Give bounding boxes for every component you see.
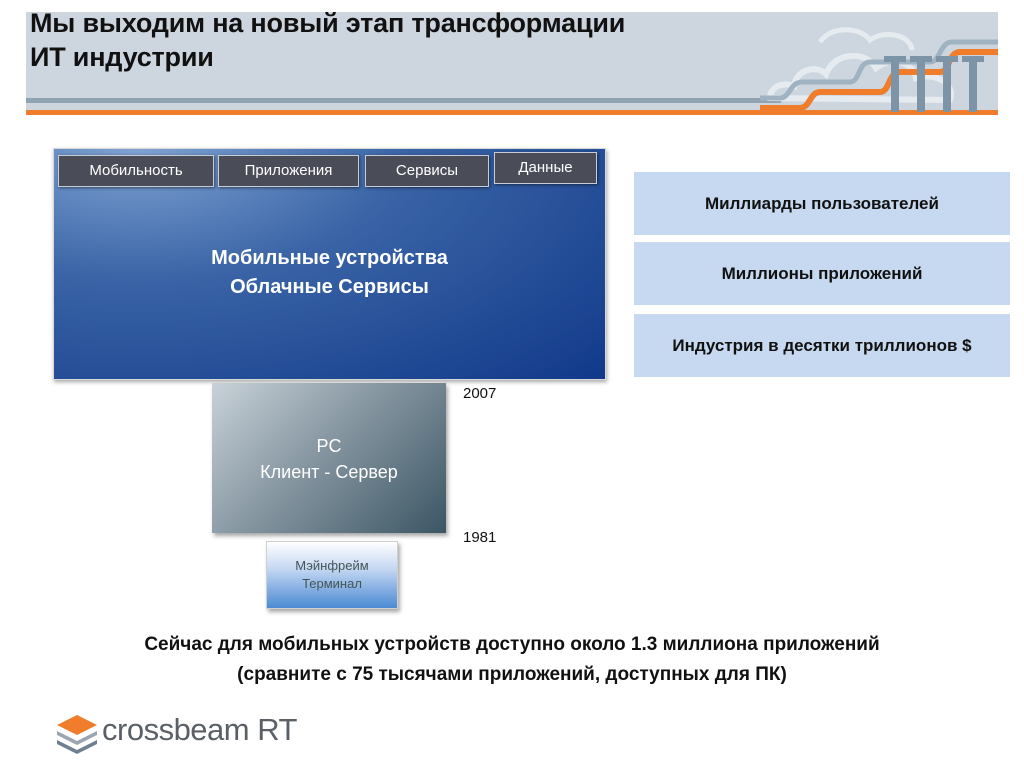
client-server-text: Клиент - Сервер	[260, 462, 398, 482]
crossbeam-logo-icon	[55, 713, 99, 755]
summary-line2: (сравните с 75 тысячами приложений, доступных для ПК)	[237, 664, 787, 685]
cloud-services-text: Облачные Сервисы	[230, 276, 429, 298]
summary-statement	[0, 630, 1024, 690]
tag-mobility: Мобильность	[58, 155, 214, 187]
stat-industry-trillions: Индустрия в десятки триллионов $	[634, 314, 1010, 377]
pc-text: PC	[316, 436, 342, 456]
logo-wordmark: crossbeam RT	[102, 712, 297, 747]
pc-label	[212, 433, 446, 485]
page-title	[30, 6, 625, 74]
year-1981: 1981	[463, 529, 497, 546]
cloud-network-illustration	[760, 12, 998, 115]
terminal-text: Терминал	[302, 576, 362, 591]
mainframe-label	[267, 557, 397, 593]
header-divider-blue	[26, 98, 781, 103]
page-title-line2: ИТ индустрии	[30, 42, 214, 72]
mainframe-text: Мэйнфрейм	[295, 558, 369, 573]
tag-data: Данные	[494, 152, 597, 184]
stat-billions-users: Миллиарды пользователей	[634, 172, 1010, 235]
mobile-devices-text: Мобильные устройства	[211, 247, 448, 269]
pc-client-server-block	[212, 383, 446, 533]
mobile-cloud-label	[54, 244, 605, 302]
summary-line1: Сейчас для мобильных устройств доступно около 1.3 миллиона приложений	[144, 634, 880, 655]
mobile-cloud-block	[53, 148, 606, 380]
stat-millions-apps: Миллионы приложений	[634, 242, 1010, 305]
tag-applications: Приложения	[218, 155, 359, 187]
mainframe-terminal-block	[266, 541, 398, 609]
page-title-line1: Мы выходим на новый этап трансформации	[30, 8, 626, 38]
year-2007: 2007	[463, 385, 497, 402]
tag-services: Сервисы	[365, 155, 489, 187]
